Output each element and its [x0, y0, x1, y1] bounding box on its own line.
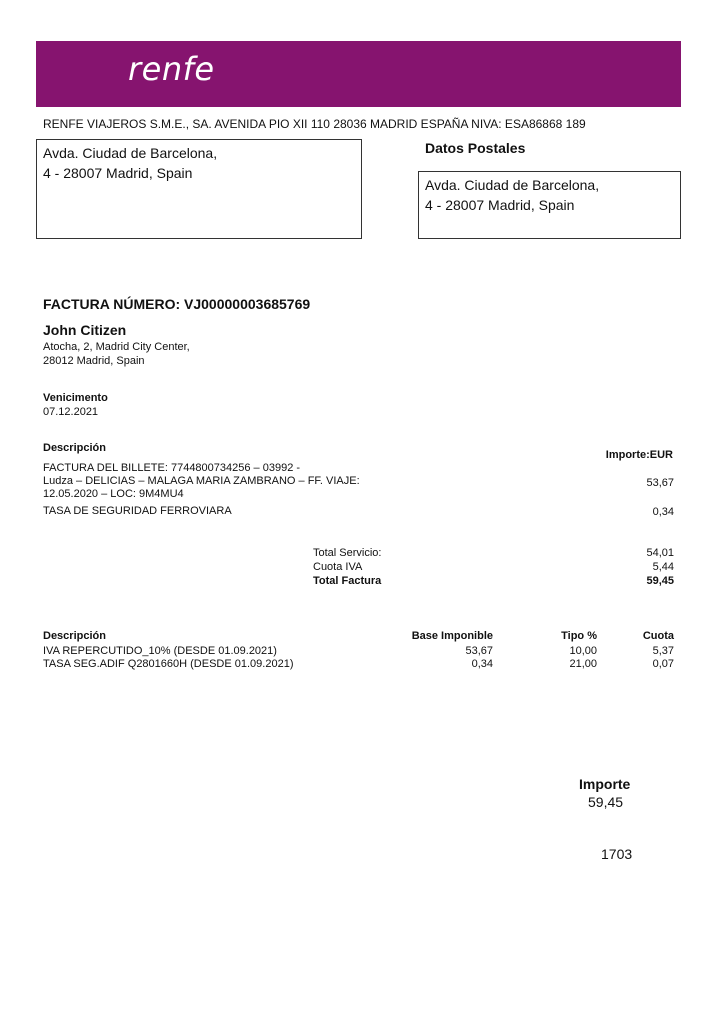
due-date: 07.12.2021 [43, 406, 99, 418]
item-desc-line-1: FACTURA DEL BILLETE: 7744800734256 – 03992 - [43, 462, 301, 474]
description-header: Descripción [43, 442, 106, 454]
tax-row-quota: 0,07 [652, 658, 674, 670]
tax-row-rate: 10,00 [569, 645, 597, 657]
header-band [36, 41, 681, 107]
item-desc-line-2: Ludza – DELICIAS – MALAGA MARIA ZAMBRANO – FF. VIAJE: [43, 475, 360, 487]
iva-label: Cuota IVA [313, 561, 363, 573]
address-line-2: 4 - 28007 Madrid, Spain [43, 165, 193, 181]
postal-line-1: Avda. Ciudad de Barcelona, [425, 177, 600, 193]
item-desc-line-3: 12.05.2020 – LOC: 9M4MU4 [43, 488, 184, 500]
customer-address-line-2: 28012 Madrid, Spain [43, 355, 145, 367]
fee-desc: TASA DE SEGURIDAD FERROVIARA [43, 505, 232, 517]
tax-row-base: 0,34 [471, 658, 493, 670]
invoice-total-label: Total Factura [313, 575, 382, 587]
due-label: Venicimento [43, 392, 108, 404]
renfe-logo: renfe [128, 50, 215, 88]
item-line [43, 462, 360, 501]
item-amount: 53,67 [646, 477, 674, 489]
tax-row-quota: 5,37 [652, 645, 674, 657]
document-code: 1703 [601, 846, 633, 862]
address-box [36, 139, 362, 239]
invoice-total-value: 59,45 [646, 575, 674, 587]
address-line-1: Avda. Ciudad de Barcelona, [43, 145, 218, 161]
summary-label: Importe [579, 776, 631, 792]
tax-base-header: Base Imponible [411, 630, 493, 642]
postal-line-2: 4 - 28007 Madrid, Spain [425, 197, 575, 213]
customer-address-line-1: Atocha, 2, Madrid City Center, [43, 341, 190, 353]
tax-row-desc: TASA SEG.ADIF Q2801660H (DESDE 01.09.2021) [43, 658, 294, 670]
tax-row-desc: IVA REPERCUTIDO_10% (DESDE 01.09.2021) [43, 645, 277, 657]
company-info: RENFE VIAJEROS S.M.E., SA. AVENIDA PIO XII 110 28036 MADRID ESPAÑA NIVA: ESA86868 189 [43, 117, 586, 131]
service-total-label: Total Servicio: [313, 547, 382, 559]
tax-rate-header: Tipo % [561, 630, 597, 642]
iva-value: 5,44 [652, 561, 674, 573]
summary-amount: 59,45 [588, 794, 624, 810]
fee-amount: 0,34 [652, 506, 674, 518]
tax-row-rate: 21,00 [569, 658, 597, 670]
service-total-value: 54,01 [646, 547, 674, 559]
tax-quota-header: Cuota [642, 630, 674, 642]
tax-row-base: 53,67 [465, 645, 493, 657]
customer-address [43, 340, 190, 368]
invoice-number: FACTURA NÚMERO: VJ00000003685769 [43, 296, 311, 312]
amount-header: Importe:EUR [605, 449, 673, 461]
tax-desc-header: Descripción [43, 630, 106, 642]
postal-title: Datos Postales [425, 140, 526, 156]
customer-name: John Citizen [43, 322, 127, 338]
postal-address-box [418, 171, 681, 239]
